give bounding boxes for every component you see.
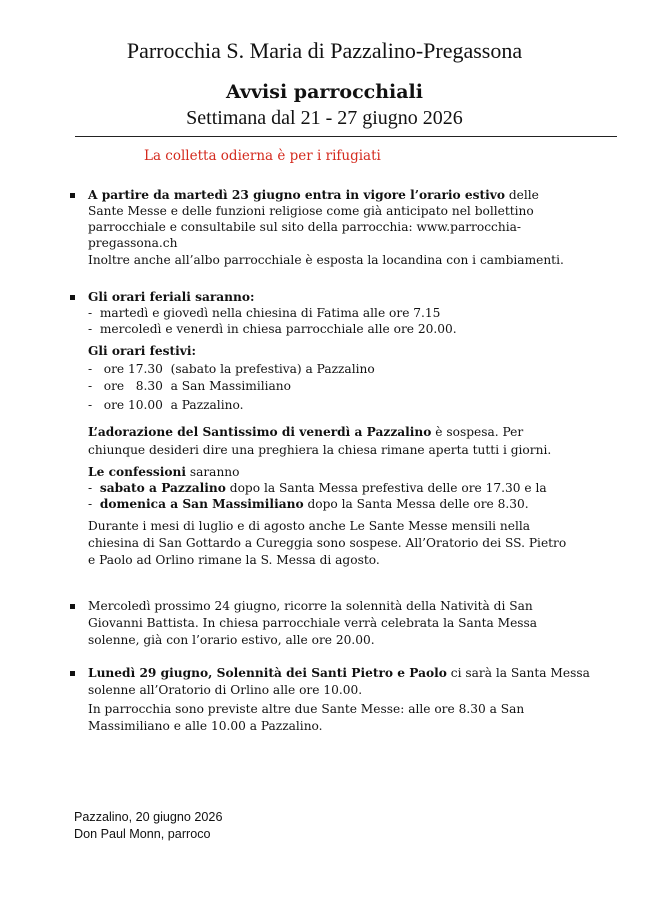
summer-line3: parrocchiale e consultabile sul sito della parrocchia: www.parrocchia- [88, 220, 522, 234]
weekday-item-text: martedì e giovedì nella chiesina di Fatima alle ore 7.15 [99, 306, 441, 320]
peter-paul-line1 [88, 665, 590, 681]
signature-name: Don Paul Monn, parroco [74, 827, 211, 841]
header-divider [75, 136, 617, 137]
confessions-heading-bold: Le confessioni [88, 465, 186, 479]
nativity-line1: Mercoledì prossimo 24 giugno, ricorre la solennità della Natività di San [88, 599, 533, 613]
summer-line1 [88, 187, 539, 203]
nativity-line3: solenne, già con l’orario estivo, alle ore 20.00. [88, 633, 375, 647]
peter-paul-bold: Lunedì 29 giugno, Solennità dei Santi Pietro e Paolo [88, 666, 447, 680]
summer-line5: Inoltre anche all’albo parrocchiale è esposta la locandina con i cambiamenti. [88, 253, 564, 267]
confessions-item2-bold: domenica a San Massimiliano [99, 497, 304, 511]
signature-place-date: Pazzalino, 20 giugno 2026 [74, 810, 223, 824]
weekday-item: - mercoledì e venerdì in chiesa parrocchiale alle ore 20.00. [88, 322, 457, 336]
festive-item-text: ore 10.00 a Pazzalino. [103, 398, 244, 412]
weekday-heading [88, 289, 255, 305]
festive-heading-text: Gli orari festivi: [88, 344, 196, 358]
confessions-heading-rest: saranno [185, 465, 240, 479]
festive-item-text: ore 8.30 a San Massimiliano [103, 379, 291, 393]
week-range: Settimana dal 21 - 27 giugno 2026 [186, 107, 463, 129]
weekday-heading-text: Gli orari feriali saranno: [88, 290, 255, 304]
confessions-item2-rest: dopo la Santa Messa delle ore 8.30. [303, 497, 529, 511]
weekday-item: - martedì e giovedì nella chiesina di Fatima alle ore 7.15 [88, 306, 441, 320]
adoration-bold: L’adorazione del Santissimo di venerdì a Pazzalino [88, 425, 432, 439]
parish-name: Parrocchia S. Maria di Pazzalino-Pregassona [126, 38, 523, 63]
bullet-weekday [70, 295, 75, 300]
peter-paul-line4: Massimiliano e alle 10.00 a Pazzalino. [88, 719, 323, 733]
festive-item: - ore 8.30 a San Massimiliano [88, 379, 291, 393]
bullet-summer [70, 193, 75, 198]
confessions-item: - domenica a San Massimiliano dopo la Santa Messa delle ore 8.30. [88, 497, 529, 511]
festive-heading [88, 343, 196, 359]
bullet-peter-paul [70, 671, 75, 676]
summer-bold: A partire da martedì 23 giugno entra in vigore l’orario estivo [88, 188, 505, 202]
collection-note: La colletta odierna è per i rifugiati [144, 148, 381, 164]
summer-line2: Sante Messe e delle funzioni religiose come già anticipato nel bollettino [88, 204, 534, 218]
adoration-line1 [88, 424, 523, 440]
july-august-line3: e Paolo ad Orlino rimane la S. Messa di agosto. [88, 553, 380, 567]
festive-item: - ore 17.30 (sabato la prefestiva) a Pazzalino [88, 362, 375, 376]
confessions-item: - sabato a Pazzalino dopo la Santa Messa prefestiva delle ore 17.30 e la [88, 481, 547, 495]
nativity-line2: Giovanni Battista. In chiesa parrocchiale verrà celebrata la Santa Messa [88, 616, 538, 630]
peter-paul-line1-rest: ci sarà la Santa Messa [446, 666, 590, 680]
peter-paul-line2: solenne all’Oratorio di Orlino alle ore 10.00. [88, 683, 363, 697]
adoration-line2: chiunque desideri dire una preghiera la chiesa rimane aperta tutti i giorni. [88, 443, 552, 457]
weekday-item-text: mercoledì e venerdì in chiesa parrocchiale alle ore 20.00. [99, 322, 457, 336]
festive-item: - ore 10.00 a Pazzalino. [88, 398, 244, 412]
adoration-line1-rest: è sospesa. Per [431, 425, 524, 439]
festive-item-text: ore 17.30 (sabato la prefestiva) a Pazzalino [103, 362, 375, 376]
july-august-line2: chiesina di San Gottardo a Cureggia sono sospese. All’Oratorio dei SS. Pietro [88, 536, 567, 550]
confessions-item1-rest: dopo la Santa Messa prefestiva delle ore 17.30 e la [225, 481, 547, 495]
summer-line4: pregassona.ch [88, 236, 178, 250]
page-title: Avvisi parrocchiali [225, 81, 423, 103]
peter-paul-line3: In parrocchia sono previste altre due Sante Messe: alle ore 8.30 a San [88, 702, 525, 716]
confessions-heading [88, 464, 239, 480]
july-august-line1: Durante i mesi di luglio e di agosto anche Le Sante Messe mensili nella [88, 519, 531, 533]
bullet-nativity [70, 604, 75, 609]
summer-line1-rest: delle [505, 188, 539, 202]
confessions-item1-bold: sabato a Pazzalino [99, 481, 226, 495]
